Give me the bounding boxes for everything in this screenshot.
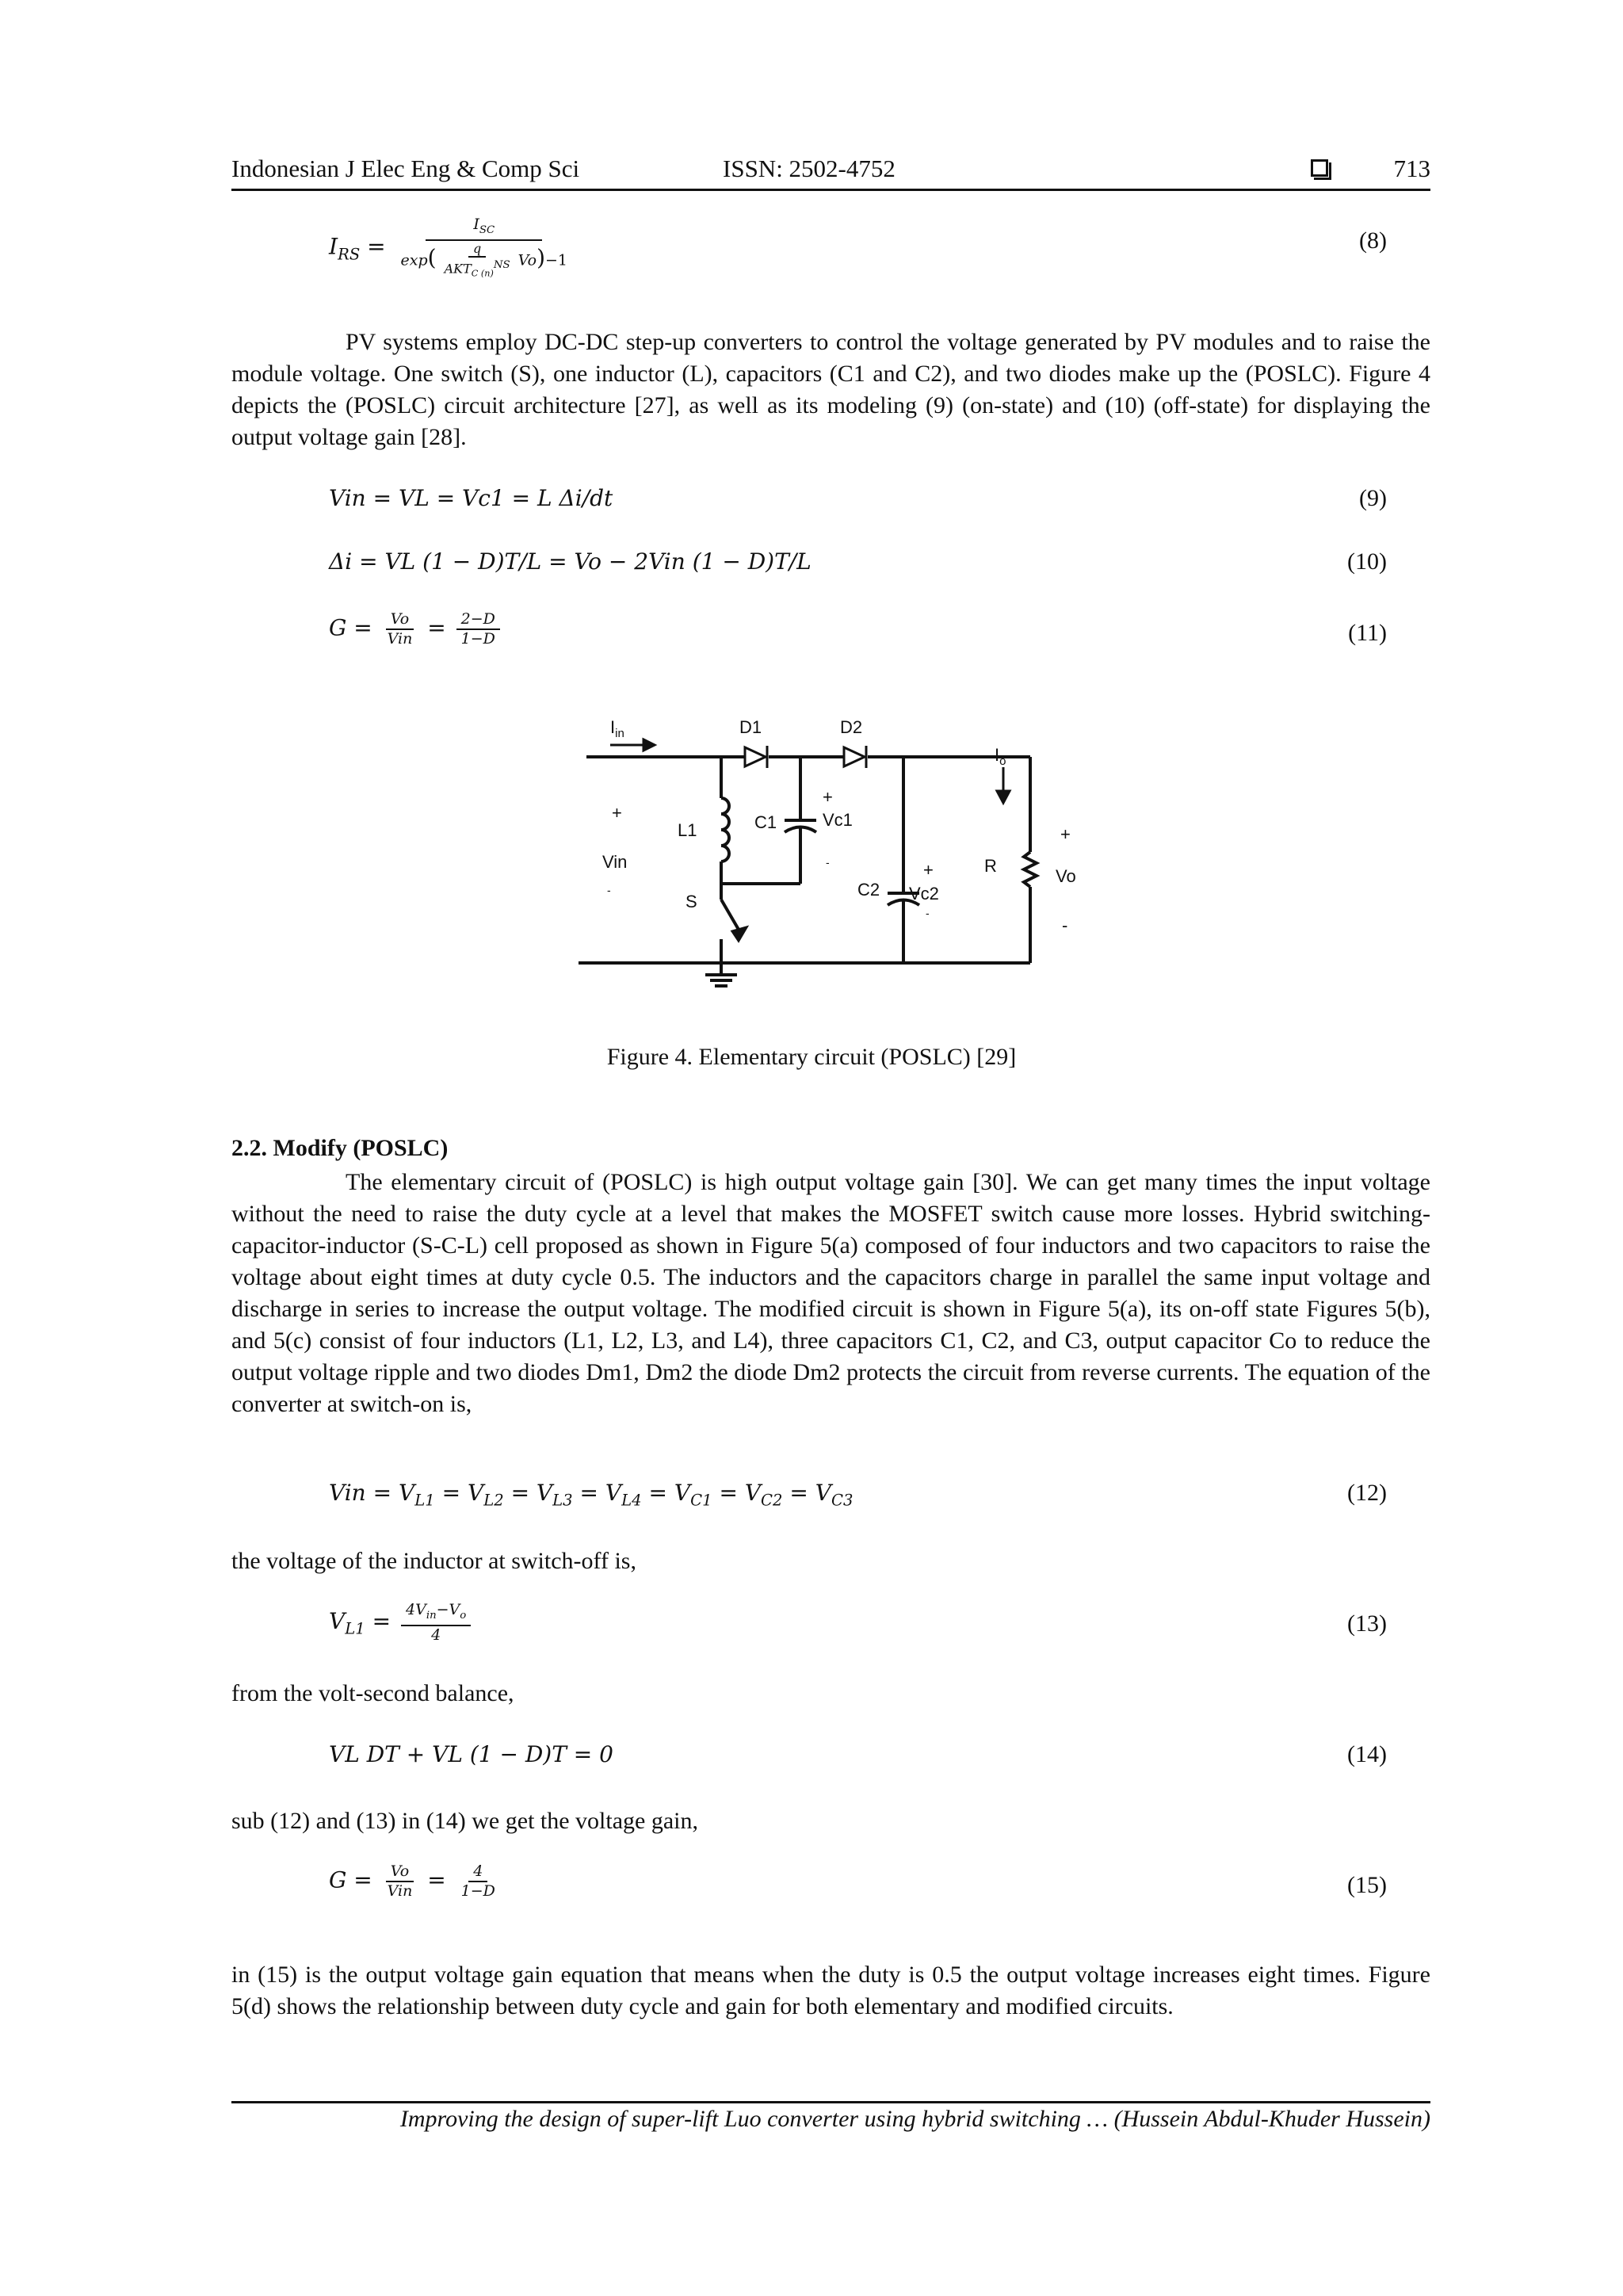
footer-rule bbox=[231, 2101, 1430, 2103]
equation-10: Δi = VL (1 − D)T/L = Vo − 2Vin (1 − D)T/L bbox=[329, 548, 812, 575]
label-minus-vc2: - bbox=[926, 907, 930, 919]
label-minus-vo: - bbox=[1062, 915, 1068, 935]
eq8-fraction: $I_{SC}$ exp( $\frac{q}{AKT_{C (n)}^{NS}}$ Vo)−1 bbox=[400, 216, 568, 279]
equation-13: $V_{L1}$ = $\frac{4V_{in}-V_o}{4}$ bbox=[329, 1601, 474, 1645]
label-vo: Vo bbox=[1056, 866, 1076, 886]
eq8-exp: exp bbox=[400, 251, 428, 269]
equation-9: Vin = VL = Vc1 = L Δi/dt bbox=[329, 485, 613, 511]
equation-10-number: (10) bbox=[1347, 548, 1387, 575]
label-l1: L1 bbox=[678, 820, 697, 840]
equation-14: VL DT + VL (1 − D)T = 0 bbox=[329, 1741, 613, 1767]
section-heading: 2.2. Modify (POSLC) bbox=[231, 1135, 449, 1161]
label-minus-vc1: - bbox=[826, 856, 830, 869]
figure-4-circuit bbox=[571, 701, 1078, 1022]
equation-13-number: (13) bbox=[1347, 1610, 1387, 1637]
paragraph-1: PV systems employ DC-DC step-up converters to control the voltage generated by PV modules and to raise the module voltage. One switch (S), one inductor (L), capacitors (C1 and C2), and two diodes make up the (POSLC). Figure 4 depicts the (POSLC) circuit architecture [27], as well as its modeling (9) (on-state) and (10) (off-state) for displaying the output voltage gain [28]. bbox=[231, 329, 1430, 450]
label-plus-vo: + bbox=[1060, 824, 1071, 844]
eq8-lhs: I bbox=[329, 233, 338, 260]
journal-name: Indonesian J Elec Eng & Comp Sci bbox=[231, 155, 580, 182]
label-s: S bbox=[685, 892, 697, 911]
issn: ISSN: 2502-4752 bbox=[723, 155, 896, 182]
equation-15-number: (15) bbox=[1347, 1872, 1387, 1898]
equation-8-number: (8) bbox=[1359, 227, 1387, 254]
paragraph-2: The elementary circuit of (POSLC) is high output voltage gain [30]. We can get many times the input voltage without the need to raise the duty cycle at a level that makes the MOSFET switch cause more losses. Hybrid switching-capacitor-inductor (S-C-L) cell proposed as shown in Figure 5(a) composed of four inductors and two capacitors to raise the voltage about eight times at duty cycle 0.5. The inductors and the capacitors charge in parallel the same input voltage and discharge in series to increase the output voltage. The modified circuit is shown in Figure 5(a), its on-off state Figures 5(b), and 5(c) consist of four inductors (L1, L2, L3, and L4), three capacitors C1, C2, and C3, output capacitor Co to reduce the output voltage ripple and two diodes Dm1, Dm2 the diode Dm2 protects the circuit from reverse currents. The equation of the converter at switch-on is, bbox=[231, 1169, 1430, 1417]
label-vc1: Vc1 bbox=[823, 810, 853, 830]
paragraph-5: sub (12) and (13) in (14) we get the voltage gain, bbox=[231, 1808, 698, 1834]
square-bullet-icon bbox=[1311, 159, 1328, 177]
equation-11-number: (11) bbox=[1348, 620, 1387, 646]
label-io: $I_o$ bbox=[995, 745, 1006, 768]
label-plus-vc1: + bbox=[823, 787, 833, 807]
figure-4-caption: Figure 4. Elementary circuit (POSLC) [29] bbox=[606, 1044, 1017, 1070]
running-footer: Improving the design of super-lift Luo converter using hybrid switching … (Hussein Abdul-Khuder Hussein) bbox=[399, 2106, 1430, 2132]
equation-9-number: (9) bbox=[1359, 485, 1387, 511]
equation-8: $I_{RS}$ = $I_{SC}$ exp( $\frac{q}{AKT_{C (n)}^{NS}}$ Vo)−1 bbox=[329, 216, 575, 281]
label-c2: C2 bbox=[857, 880, 880, 900]
equation-12: Vin = $V_{L1} = V_{L2} = V_{L3} = V_{L4} = V_{C1} = V_{C2} = V_{C3}$ bbox=[329, 1480, 854, 1510]
equation-11: G = $\frac{Vo}{\text{Vin}}$ = $\frac{2-D}{1-D}$ bbox=[329, 610, 503, 648]
eq8-numerator: I bbox=[473, 216, 479, 233]
paragraph-3: the voltage of the inductor at switch-off is, bbox=[231, 1548, 636, 1574]
label-d1: D1 bbox=[739, 717, 762, 737]
equation-12-number: (12) bbox=[1347, 1480, 1387, 1506]
label-vin: Vin bbox=[602, 852, 628, 872]
label-c1: C1 bbox=[754, 812, 777, 832]
eq8-lhs-sub: RS bbox=[338, 245, 361, 264]
label-r: R bbox=[984, 856, 997, 876]
label-plus-vc2: + bbox=[923, 860, 934, 880]
equation-14-number: (14) bbox=[1347, 1741, 1387, 1767]
label-minus-vin: - bbox=[607, 884, 611, 896]
running-header bbox=[231, 155, 1430, 189]
label-vc2: Vc2 bbox=[909, 884, 939, 904]
paragraph-6: in (15) is the output voltage gain equation that means when the duty is 0.5 the output voltage increases eight times. Figure 5(d) shows the relationship between duty cycle and gain for both elementary and modified circuits. bbox=[231, 1962, 1430, 2019]
equation-15: G = $\frac{Vo}{\text{Vin}}$ = $\frac{4}{1-D}$ bbox=[329, 1862, 495, 1900]
header-rule bbox=[231, 189, 1430, 191]
label-plus-vin: + bbox=[612, 803, 622, 823]
label-iin: $I_{in}$ bbox=[610, 717, 624, 740]
label-d2: D2 bbox=[840, 717, 863, 737]
paragraph-4: from the volt-second balance, bbox=[231, 1680, 514, 1706]
page-number: 713 bbox=[1393, 155, 1430, 182]
